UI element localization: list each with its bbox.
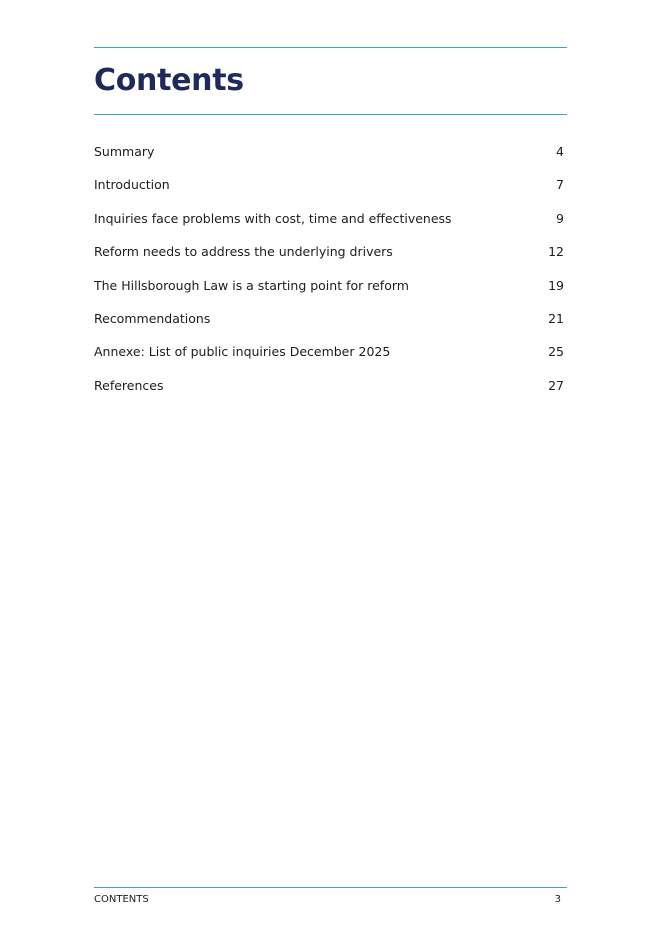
toc-entry-page: 12 [548,244,564,260]
footer-section-label: CONTENTS [94,894,149,905]
toc-entry-label: Summary [94,144,155,159]
title-divider [94,114,567,115]
toc-entry-page: 9 [556,210,564,226]
toc-entry-recommendations[interactable] [94,302,564,335]
toc-entry-hillsborough-law[interactable] [94,269,564,302]
toc-entry-label: References [94,377,164,393]
top-divider [94,47,567,48]
toc-entry-page: 7 [556,177,564,193]
footer-divider [94,887,567,888]
toc-entry-page: 4 [556,144,564,159]
toc-entry-page: 27 [548,377,564,393]
page-title: Contents [94,63,244,98]
table-of-contents [94,135,564,402]
toc-entry-label: Reform needs to address the underlying drivers [94,244,393,260]
toc-entry-summary[interactable] [94,135,564,168]
toc-entry-page: 19 [548,277,564,293]
toc-entry-label: Inquiries face problems with cost, time and effectiveness [94,210,452,226]
toc-entry-label: The Hillsborough Law is a starting point for reform [94,277,409,293]
toc-entry-label: Annexe: List of public inquiries December 2025 [94,344,391,360]
toc-entry-references[interactable] [94,369,564,402]
toc-entry-annexe[interactable] [94,335,564,368]
toc-entry-reform-drivers[interactable] [94,235,564,268]
toc-entry-label: Introduction [94,177,170,193]
toc-entry-page: 25 [548,344,564,360]
toc-entry-page: 21 [548,310,564,326]
toc-entry-inquiries-problems[interactable] [94,202,564,235]
footer-page-number: 3 [554,894,561,905]
toc-entry-label: Recommendations [94,310,211,326]
toc-entry-introduction[interactable] [94,168,564,201]
page-footer [94,893,567,907]
